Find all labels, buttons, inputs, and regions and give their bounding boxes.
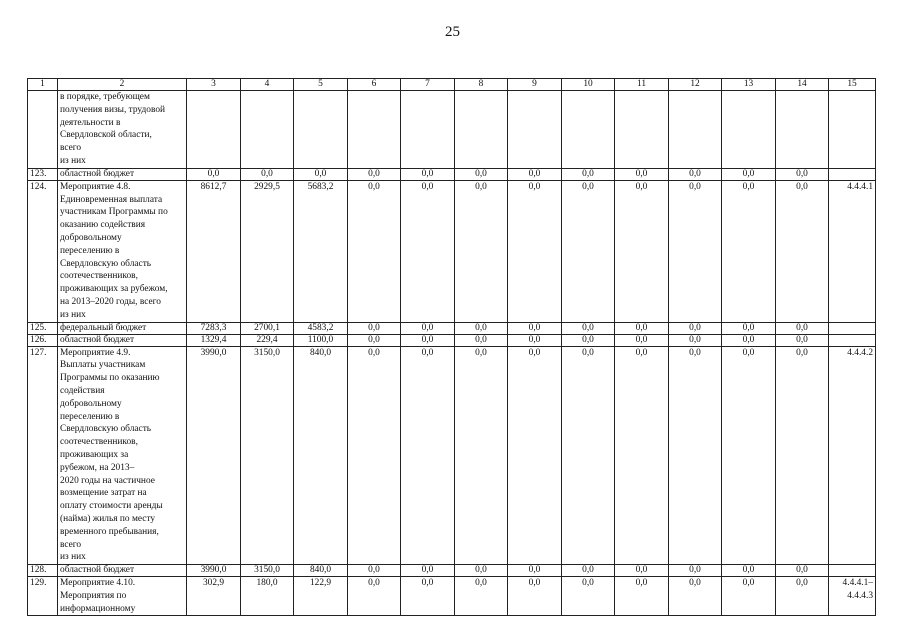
value-cell: 0,0 <box>615 346 669 565</box>
value-cell: 0,0 <box>562 577 615 616</box>
page-number: 25 <box>445 24 460 40</box>
value-cell: 0,0 <box>722 334 776 346</box>
column-header-10: 10 <box>562 79 615 91</box>
value-cell: 0,0 <box>348 322 401 334</box>
target-reference <box>829 91 876 169</box>
column-header-7: 7 <box>401 79 455 91</box>
table-row <box>28 180 876 322</box>
value-cell: 0,0 <box>776 322 829 334</box>
column-header-2: 2 <box>58 79 187 91</box>
value-cell: 0,0 <box>615 334 669 346</box>
value-cell: 0,0 <box>722 346 776 565</box>
value-cell: 0,0 <box>669 180 722 322</box>
value-cell: 3150,0 <box>241 565 294 577</box>
row-description: в порядке, требующем получения визы, трудовой деятельности в Свердловской области, всего из них <box>58 91 187 169</box>
target-reference <box>829 334 876 346</box>
value-cell: 0,0 <box>722 322 776 334</box>
value-cell: 0,0 <box>455 322 508 334</box>
value-cell: 180,0 <box>241 577 294 616</box>
target-reference <box>829 565 876 577</box>
row-number: 126. <box>28 334 58 346</box>
row-description: областной бюджет <box>58 168 187 180</box>
value-cell: 0,0 <box>615 565 669 577</box>
value-cell: 0,0 <box>401 334 455 346</box>
row-number: 123. <box>28 168 58 180</box>
value-cell: 3150,0 <box>241 346 294 565</box>
value-cell: 4583,2 <box>294 322 348 334</box>
value-cell: 0,0 <box>562 346 615 565</box>
table-row <box>28 577 876 616</box>
column-header-6: 6 <box>348 79 401 91</box>
value-cell: 2700,1 <box>241 322 294 334</box>
column-header-1: 1 <box>28 79 58 91</box>
value-cell: 0,0 <box>776 180 829 322</box>
value-cell: 0,0 <box>508 346 562 565</box>
table-row <box>28 91 876 169</box>
value-cell: 0,0 <box>401 577 455 616</box>
value-cell: 0,0 <box>508 577 562 616</box>
value-cell: 3990,0 <box>187 346 241 565</box>
value-cell: 0,0 <box>562 168 615 180</box>
target-reference: 4.4.4.1– 4.4.4.3 <box>829 577 876 616</box>
value-cell <box>722 91 776 169</box>
value-cell: 840,0 <box>294 346 348 565</box>
row-description: областной бюджет <box>58 565 187 577</box>
column-header-8: 8 <box>455 79 508 91</box>
table-row <box>28 346 876 565</box>
value-cell: 0,0 <box>669 577 722 616</box>
value-cell <box>348 91 401 169</box>
row-description: Мероприятие 4.10. Мероприятия по информационному <box>58 577 187 616</box>
value-cell: 5683,2 <box>294 180 348 322</box>
value-cell <box>455 91 508 169</box>
table-row <box>28 322 876 334</box>
value-cell: 0,0 <box>562 322 615 334</box>
value-cell: 122,9 <box>294 577 348 616</box>
value-cell: 0,0 <box>508 322 562 334</box>
value-cell <box>776 91 829 169</box>
value-cell <box>241 91 294 169</box>
table-row <box>28 168 876 180</box>
row-number <box>28 91 58 169</box>
value-cell: 0,0 <box>669 168 722 180</box>
value-cell: 229,4 <box>241 334 294 346</box>
budget-table <box>27 78 876 616</box>
column-header-11: 11 <box>615 79 669 91</box>
value-cell: 1329,4 <box>187 334 241 346</box>
value-cell <box>669 91 722 169</box>
value-cell: 0,0 <box>348 577 401 616</box>
value-cell: 0,0 <box>348 180 401 322</box>
target-reference <box>829 168 876 180</box>
row-description: областной бюджет <box>58 334 187 346</box>
value-cell: 0,0 <box>241 168 294 180</box>
row-number: 125. <box>28 322 58 334</box>
column-header-3: 3 <box>187 79 241 91</box>
value-cell: 0,0 <box>187 168 241 180</box>
value-cell: 302,9 <box>187 577 241 616</box>
column-header-12: 12 <box>669 79 722 91</box>
value-cell: 0,0 <box>722 180 776 322</box>
value-cell: 0,0 <box>722 577 776 616</box>
value-cell: 0,0 <box>401 322 455 334</box>
value-cell <box>615 91 669 169</box>
row-number: 127. <box>28 346 58 565</box>
value-cell: 1100,0 <box>294 334 348 346</box>
value-cell: 0,0 <box>615 577 669 616</box>
value-cell: 0,0 <box>455 346 508 565</box>
column-header-4: 4 <box>241 79 294 91</box>
target-reference: 4.4.4.1 <box>829 180 876 322</box>
value-cell: 0,0 <box>455 334 508 346</box>
value-cell: 3990,0 <box>187 565 241 577</box>
target-reference <box>829 322 876 334</box>
value-cell: 0,0 <box>348 168 401 180</box>
value-cell: 0,0 <box>455 565 508 577</box>
value-cell: 0,0 <box>562 565 615 577</box>
value-cell: 0,0 <box>348 565 401 577</box>
value-cell <box>562 91 615 169</box>
value-cell: 0,0 <box>669 346 722 565</box>
value-cell: 0,0 <box>776 334 829 346</box>
row-description: Мероприятие 4.9. Выплаты участникам Программы по оказанию содействия добровольному переселению в Свердловскую область соотечественников, проживающих за рубежом, на 2013– 2020 годы на частичное возмещение затрат на оплату стоимости аренды (найма) жилья по месту временного пребывания, всего из них <box>58 346 187 565</box>
value-cell: 0,0 <box>455 180 508 322</box>
value-cell: 0,0 <box>348 334 401 346</box>
value-cell: 0,0 <box>776 577 829 616</box>
column-header-15: 15 <box>829 79 876 91</box>
value-cell: 0,0 <box>508 334 562 346</box>
value-cell: 840,0 <box>294 565 348 577</box>
value-cell: 7283,3 <box>187 322 241 334</box>
value-cell: 0,0 <box>508 180 562 322</box>
value-cell: 0,0 <box>401 168 455 180</box>
table-row <box>28 334 876 346</box>
value-cell: 0,0 <box>455 168 508 180</box>
table-row <box>28 565 876 577</box>
column-header-13: 13 <box>722 79 776 91</box>
value-cell: 0,0 <box>401 180 455 322</box>
column-header-9: 9 <box>508 79 562 91</box>
value-cell: 0,0 <box>669 565 722 577</box>
row-description: федеральный бюджет <box>58 322 187 334</box>
value-cell: 0,0 <box>615 168 669 180</box>
value-cell <box>401 91 455 169</box>
value-cell <box>508 91 562 169</box>
value-cell: 0,0 <box>348 346 401 565</box>
column-header-5: 5 <box>294 79 348 91</box>
value-cell: 0,0 <box>776 565 829 577</box>
value-cell: 0,0 <box>401 565 455 577</box>
value-cell: 0,0 <box>508 565 562 577</box>
value-cell: 0,0 <box>669 334 722 346</box>
value-cell: 0,0 <box>615 322 669 334</box>
value-cell: 0,0 <box>722 565 776 577</box>
value-cell: 0,0 <box>776 168 829 180</box>
value-cell: 0,0 <box>669 322 722 334</box>
value-cell: 0,0 <box>722 168 776 180</box>
row-number: 129. <box>28 577 58 616</box>
value-cell: 0,0 <box>562 180 615 322</box>
column-header-14: 14 <box>776 79 829 91</box>
target-reference: 4.4.4.2 <box>829 346 876 565</box>
value-cell: 0,0 <box>508 168 562 180</box>
value-cell: 0,0 <box>294 168 348 180</box>
row-description: Мероприятие 4.8. Единовременная выплата участникам Программы по оказанию содействия добровольному переселению в Свердловскую область соотечественников, проживающих за рубежом, на 2013–2020 годы, всего из них <box>58 180 187 322</box>
row-number: 128. <box>28 565 58 577</box>
value-cell: 2929,5 <box>241 180 294 322</box>
header-row <box>28 79 876 91</box>
value-cell: 0,0 <box>562 334 615 346</box>
value-cell <box>187 91 241 169</box>
value-cell: 0,0 <box>401 346 455 565</box>
value-cell: 0,0 <box>776 346 829 565</box>
value-cell: 0,0 <box>455 577 508 616</box>
value-cell: 8612,7 <box>187 180 241 322</box>
value-cell: 0,0 <box>615 180 669 322</box>
value-cell <box>294 91 348 169</box>
row-number: 124. <box>28 180 58 322</box>
